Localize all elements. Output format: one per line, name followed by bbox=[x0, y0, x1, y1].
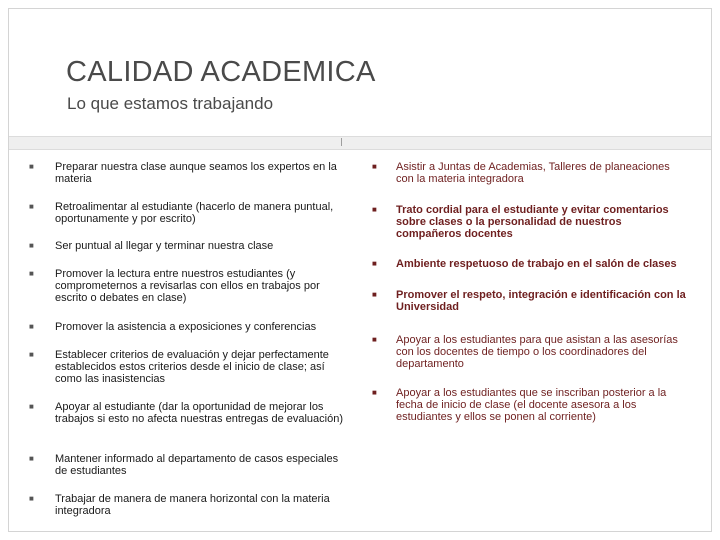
bullet-icon: ■ bbox=[29, 350, 34, 359]
bullet-icon: ■ bbox=[29, 322, 34, 331]
list-item bbox=[29, 161, 350, 185]
list-item-text: Trabajar de manera de manera horizontal con la materia integradora bbox=[55, 493, 330, 517]
bullet-icon: ■ bbox=[372, 259, 377, 268]
bullet-icon: ■ bbox=[372, 162, 377, 171]
bullet-icon: ■ bbox=[29, 402, 34, 411]
list-item-text: Establecer criterios de evaluación y dejar perfectamente establecidos estos criterios desde el inicio de clase; así como las inasistencias bbox=[55, 349, 329, 385]
slide-title: CALIDAD ACADEMICA bbox=[66, 56, 376, 88]
list-item bbox=[29, 349, 350, 385]
list-item-text: Promover la lectura entre nuestros estudiantes (y comprometernos a revisarlas con ellos en trabajos por escrito o debates en clase) bbox=[55, 268, 320, 304]
bullet-icon: ■ bbox=[372, 205, 377, 214]
list-item-text: Apoyar a los estudiantes que se inscriban posterior a la fecha de inicio de clase (el docente asesora a los estudiantes y ellos se ponen al corriente) bbox=[396, 387, 667, 423]
list-item bbox=[29, 453, 350, 477]
list-item-text: Retroalimentar al estudiante (hacerlo de manera puntual, oportunamente y por escrito) bbox=[55, 201, 334, 225]
list-item bbox=[29, 321, 350, 333]
list-item bbox=[372, 258, 688, 270]
list-item bbox=[372, 334, 688, 370]
list-item bbox=[372, 204, 688, 240]
bullet-icon: ■ bbox=[29, 494, 34, 503]
bullet-icon: ■ bbox=[372, 388, 377, 397]
list-item bbox=[29, 268, 350, 304]
list-item-text: Apoyar a los estudiantes para que asistan a las asesorías con los docentes de tiempo o los coordinadores del departamento bbox=[396, 334, 678, 370]
slide-subtitle: Lo que estamos trabajando bbox=[67, 94, 274, 113]
bullet-icon: ■ bbox=[29, 454, 34, 463]
list-item bbox=[372, 289, 688, 313]
list-item-text: Promover el respeto, integración e identificación con la Universidad bbox=[396, 289, 686, 313]
title-divider-band bbox=[9, 136, 711, 150]
list-item-text: Trato cordial para el estudiante y evitar comentarios sobre clases o la personalidad de nuestros compañeros docentes bbox=[396, 204, 669, 240]
list-item bbox=[29, 493, 350, 517]
list-item-text: Apoyar al estudiante (dar la oportunidad de mejorar los trabajos si esto no afecta nuestras entregas de evaluación) bbox=[55, 401, 344, 425]
list-item bbox=[29, 240, 350, 252]
list-item-text: Preparar nuestra clase aunque seamos los expertos en la materia bbox=[55, 161, 337, 185]
divider-mark bbox=[341, 138, 342, 146]
list-item bbox=[29, 201, 350, 225]
bullet-icon: ■ bbox=[372, 290, 377, 299]
bullet-icon: ■ bbox=[29, 241, 34, 250]
list-item-text: Ser puntual al llegar y terminar nuestra clase bbox=[55, 240, 274, 252]
list-item bbox=[29, 401, 350, 425]
list-item-text: Ambiente respetuoso de trabajo en el salón de clases bbox=[396, 258, 677, 270]
list-item-text: Mantener informado al departamento de casos especiales de estudiantes bbox=[55, 453, 339, 477]
bullet-icon: ■ bbox=[29, 162, 34, 171]
list-item-text: Asistir a Juntas de Academias, Talleres de planeaciones con la materia integradora bbox=[396, 161, 670, 185]
bullet-icon: ■ bbox=[372, 335, 377, 344]
list-item-text: Promover la asistencia a exposiciones y conferencias bbox=[55, 321, 317, 333]
list-item bbox=[372, 161, 688, 185]
bullet-icon: ■ bbox=[29, 269, 34, 278]
list-item bbox=[372, 387, 688, 423]
bullet-icon: ■ bbox=[29, 202, 34, 211]
